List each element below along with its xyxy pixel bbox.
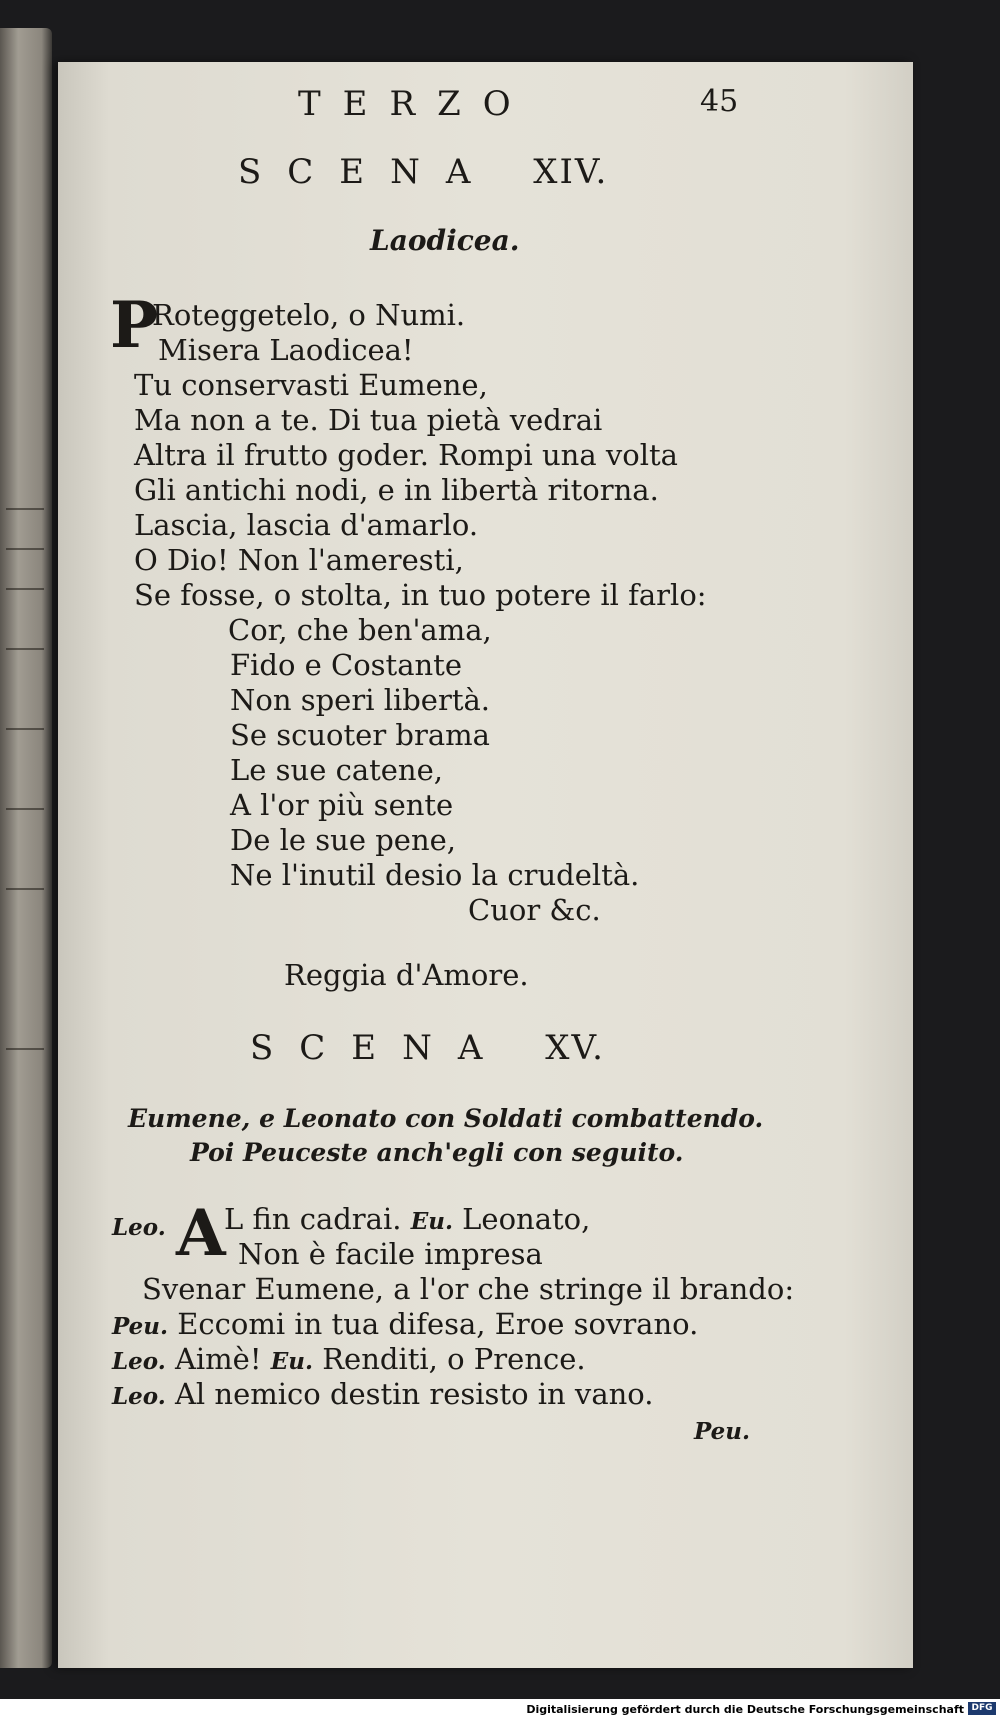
dialogue-text: L fin cadrai. xyxy=(224,1202,402,1236)
aria-line: De le sue pene, xyxy=(230,823,457,857)
running-head: TERZO xyxy=(298,84,533,124)
facing-page-text-fragment xyxy=(6,888,44,890)
drop-cap: P xyxy=(110,288,159,363)
dialogue-text: Renditi, o Prence. xyxy=(322,1342,586,1376)
verse-line: Se fosse, o stolta, in tuo potere il farlo: xyxy=(134,578,707,612)
aria-line: Non speri libertà. xyxy=(230,683,490,717)
stage-direction: Poi Peuceste anch'egli con seguito. xyxy=(190,1138,684,1167)
dialogue-line xyxy=(112,1307,698,1344)
verse-line: Misera Laodicea! xyxy=(158,333,414,367)
catchword: Peu. xyxy=(694,1418,751,1445)
aria-line: Se scuoter brama xyxy=(230,718,490,752)
dialogue-text: Al nemico destin resisto in vano. xyxy=(174,1377,654,1411)
facing-page-text-fragment xyxy=(6,508,44,510)
aria-line: Ne l'inutil desio la crudeltà. xyxy=(230,858,640,892)
speaker-abbrev: Eu. xyxy=(270,1348,313,1375)
speaker-heading: Laodicea. xyxy=(370,224,520,257)
dialogue-line: Svenar Eumene, a l'or che stringe il brando: xyxy=(142,1272,795,1306)
aria-line: Cor, che ben'ama, xyxy=(228,613,492,647)
footer-credit-bar xyxy=(0,1699,1000,1719)
facing-page-text-fragment xyxy=(6,1048,44,1050)
verse-line: Ma non a te. Di tua pietà vedrai xyxy=(134,403,603,437)
verse-line: Gli antichi nodi, e in libertà ritorna. xyxy=(134,473,659,507)
book-page xyxy=(58,62,913,1668)
dialogue-text: Aimè! xyxy=(174,1342,262,1376)
aria-line: A l'or più sente xyxy=(230,788,454,822)
facing-page-text-fragment xyxy=(6,548,44,550)
speaker-abbrev: Peu. xyxy=(112,1313,169,1340)
speaker-abbrev: Leo. xyxy=(112,1348,166,1375)
verse-line: Roteggetelo, o Numi. xyxy=(152,298,466,332)
drop-cap: A xyxy=(176,1196,226,1271)
scene-title-prefix: SCENA xyxy=(250,1028,509,1068)
dialogue-line: Non è facile impresa xyxy=(238,1237,543,1271)
facing-page-text-fragment xyxy=(6,808,44,810)
footer-credit-text: Digitalisierung gefördert durch die Deutsche Forschungsgemeinschaft xyxy=(526,1703,964,1716)
aria-da-capo: Cuor &c. xyxy=(468,893,601,927)
scene-14-title xyxy=(238,152,608,192)
verse-line: Altra il frutto goder. Rompi una volta xyxy=(134,438,678,472)
speaker-abbrev: Leo. xyxy=(112,1214,166,1241)
speaker-abbrev: Eu. xyxy=(410,1208,453,1235)
facing-page-text-fragment xyxy=(6,648,44,650)
verse-line: O Dio! Non l'ameresti, xyxy=(134,543,464,577)
scene-number: XV. xyxy=(545,1028,605,1068)
speaker-abbrev: Leo. xyxy=(112,1383,166,1410)
scene-title-prefix: SCENA xyxy=(238,152,497,192)
facing-page-edge xyxy=(0,28,52,1668)
scene-15-title xyxy=(250,1028,605,1068)
dfg-logo: DFG xyxy=(968,1702,996,1715)
dialogue-line xyxy=(112,1342,586,1379)
dialogue-text: Eccomi in tua difesa, Eroe sovrano. xyxy=(177,1307,699,1341)
dialogue-line xyxy=(112,1377,653,1414)
aria-line: Le sue catene, xyxy=(230,753,443,787)
scene-number: XIV. xyxy=(533,152,609,192)
stage-direction: Eumene, e Leonato con Soldati combattendo. xyxy=(128,1104,764,1133)
dialogue-line xyxy=(224,1202,590,1239)
verse-line: Lascia, lascia d'amarlo. xyxy=(134,508,479,542)
place-heading: Reggia d'Amore. xyxy=(284,958,529,992)
facing-page-text-fragment xyxy=(6,588,44,590)
facing-page-text-fragment xyxy=(6,728,44,730)
aria-line: Fido e Costante xyxy=(230,648,462,682)
dialogue-text: Leonato, xyxy=(462,1202,591,1236)
verse-line: Tu conservasti Eumene, xyxy=(134,368,488,402)
page-number: 45 xyxy=(700,84,739,119)
